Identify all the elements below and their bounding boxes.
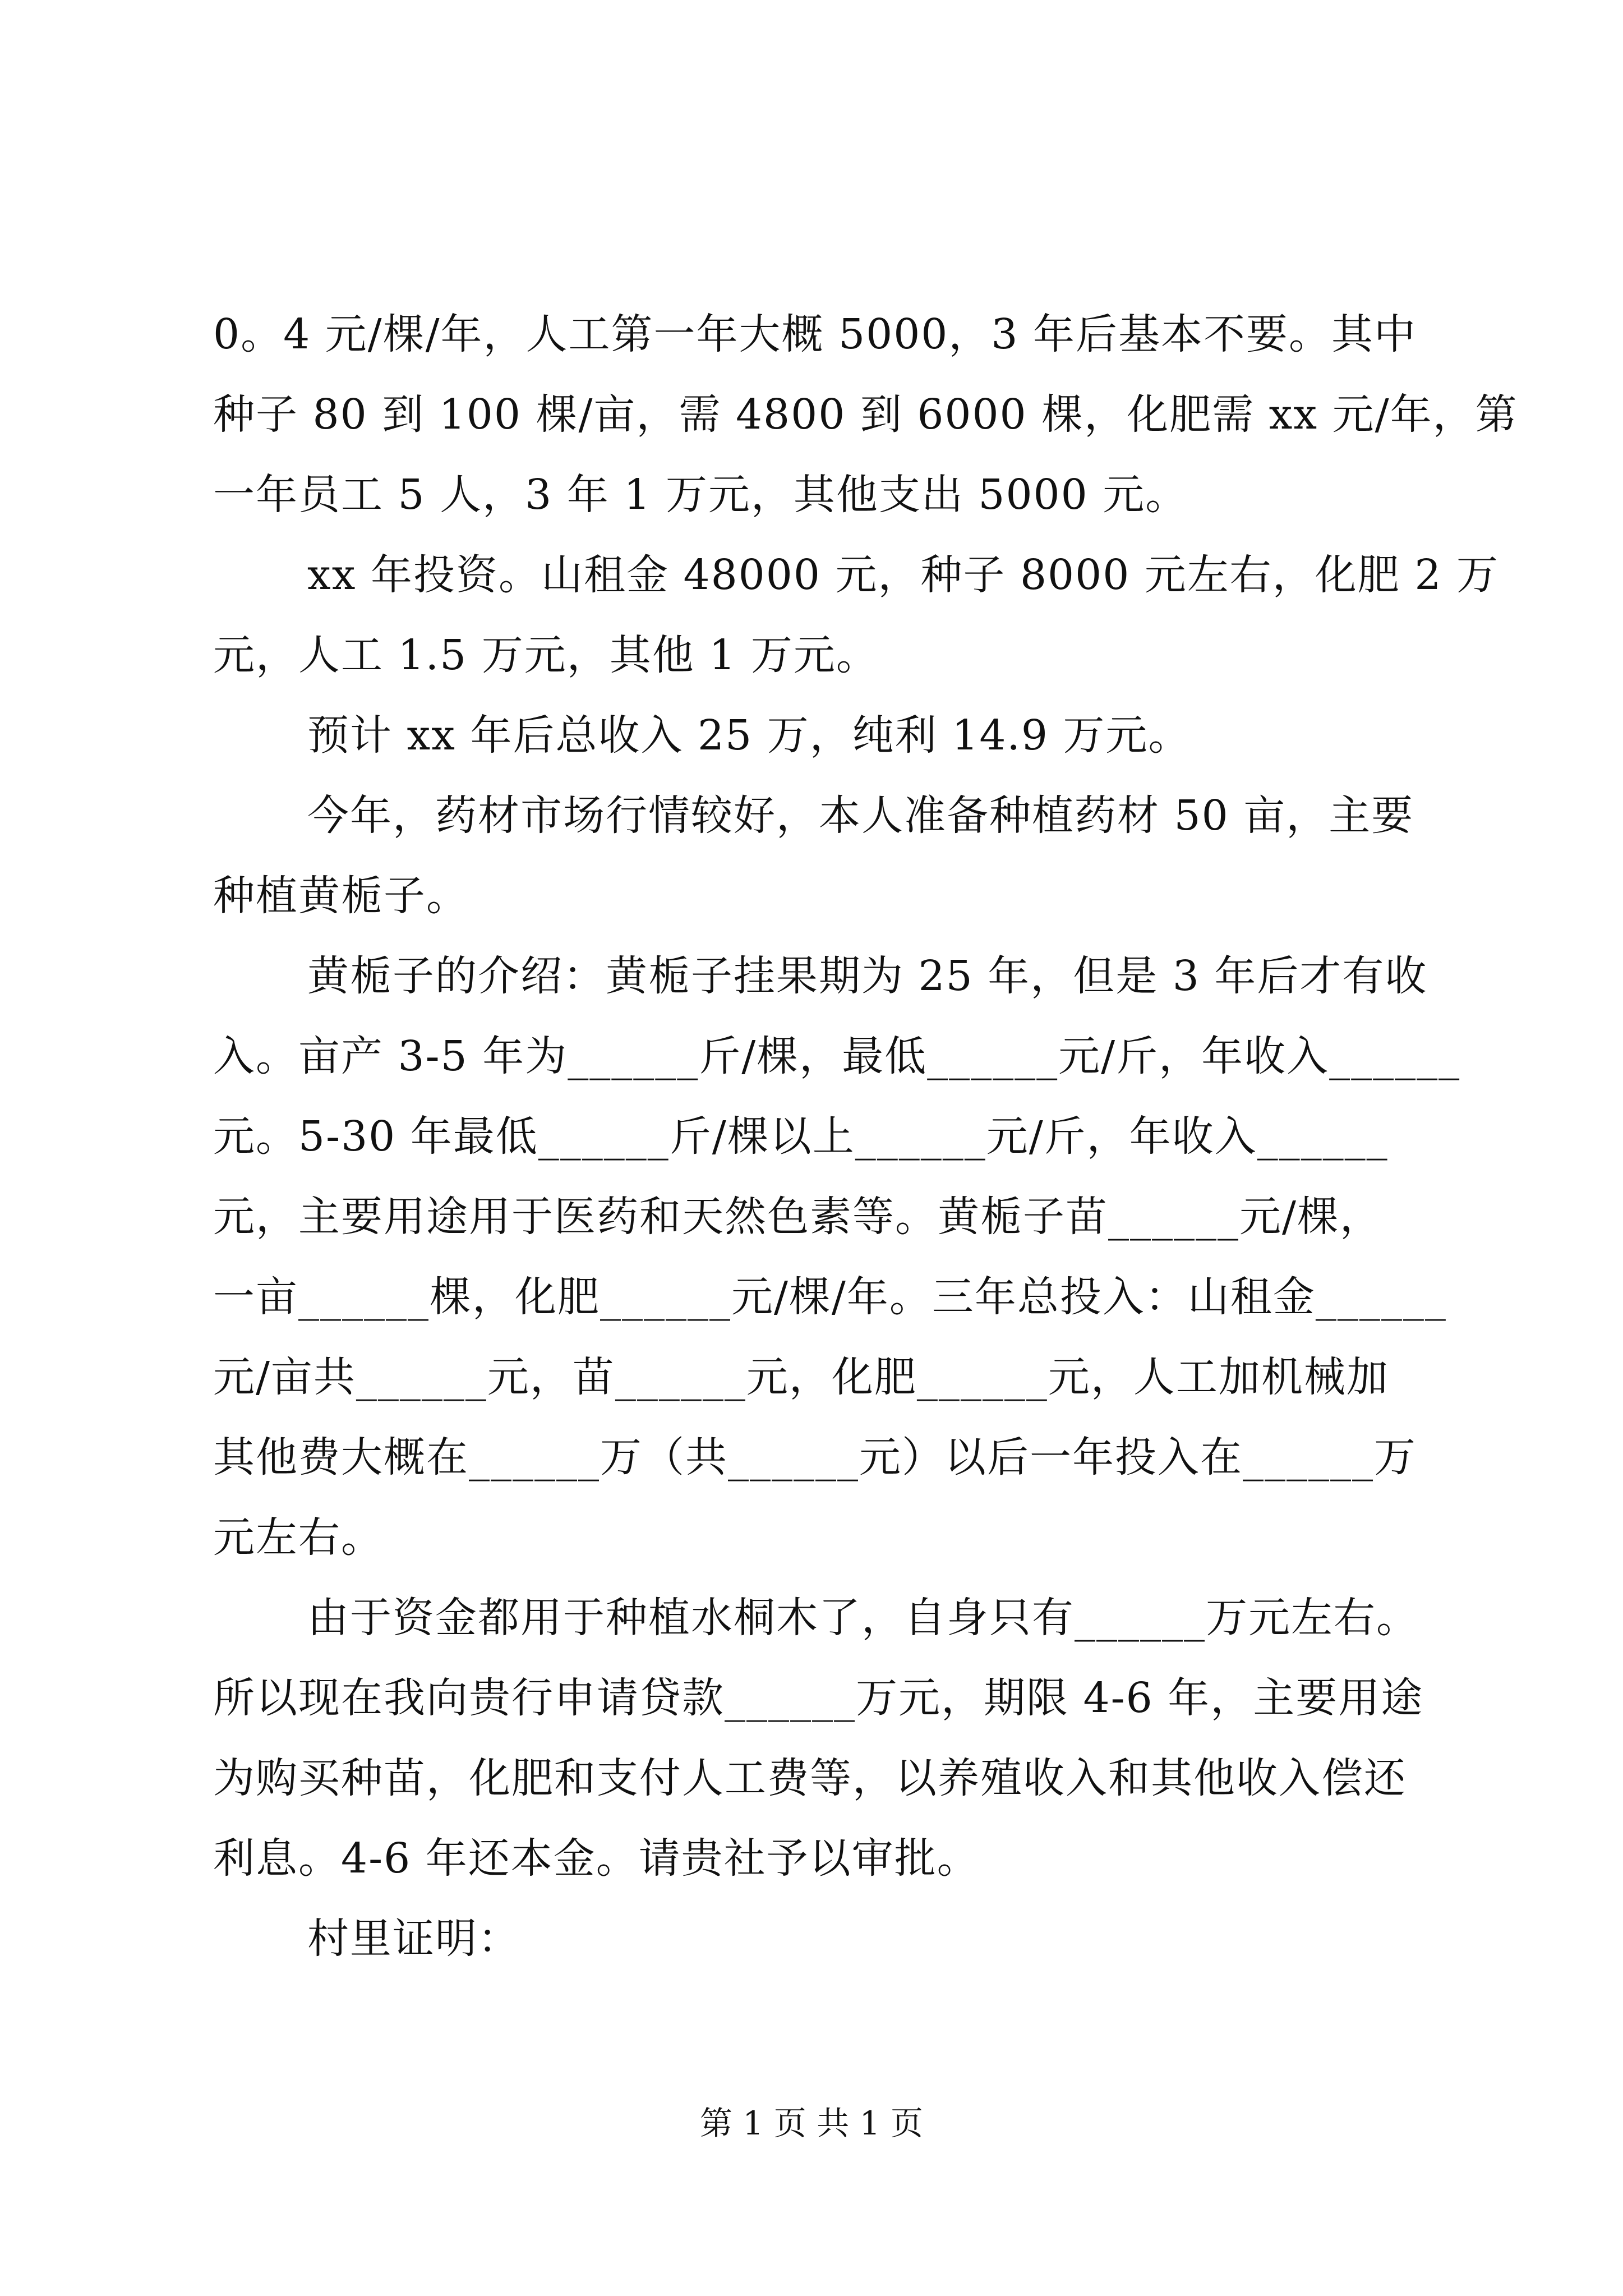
text-line: 元，主要用途用于医药和天然色素等。黄栀子苗______元/棵，	[213, 1193, 1382, 1241]
text-line: 其他费大概在______万（共______元）以后一年投入在______万	[213, 1433, 1417, 1481]
document-body	[213, 295, 1518, 1979]
text-line: 元/亩共______元，苗______元，化肥______元，人工加机械加	[213, 1353, 1389, 1401]
village-certification-label: 村里证明：	[307, 1915, 520, 1963]
paragraph-start-line: 黄栀子的介绍：黄栀子挂果期为 25 年，但是 3 年后才有收	[307, 952, 1428, 1000]
paragraph-start-line: xx 年投资。山租金 48000 元，种子 8000 元左右，化肥 2 万	[307, 551, 1499, 599]
paragraph-start-line: 预计 xx 年后总收入 25 万，纯利 14.9 万元。	[307, 711, 1191, 760]
text-line: 元左右。	[213, 1513, 384, 1562]
text-line: 元，人工 1.5 万元，其他 1 万元。	[213, 631, 879, 679]
paragraph-start-line: 由于资金都用于种植水桐木了，自身只有______万元左右。	[307, 1594, 1419, 1642]
page-number-label: 第 1 页 共 1 页	[700, 2104, 923, 2142]
text-line: 元。5-30 年最低______斤/棵以上______元/斤，年收入______	[213, 1112, 1389, 1161]
text-line: 一年员工 5 人，3 年 1 万元，其他支出 5000 元。	[213, 471, 1188, 519]
text-line: 种子 80 到 100 棵/亩，需 4800 到 6000 棵，化肥需 xx 元/年，第	[213, 390, 1518, 439]
text-line: 0。4 元/棵/年，人工第一年大概 5000，3 年后基本不要。其中	[213, 310, 1417, 358]
page-footer	[0, 2101, 1623, 2146]
text-line: 所以现在我向贵行申请贷款______万元，期限 4-6 年，主要用途	[213, 1674, 1424, 1722]
text-line: 一亩______棵，化肥______元/棵/年。三年总投入：山租金______	[213, 1273, 1447, 1321]
text-line: 种植黄栀子。	[213, 872, 469, 920]
text-line: 入。亩产 3-5 年为______斤/棵，最低______元/斤，年收入______	[213, 1032, 1461, 1080]
text-line: 利息。4-6 年还本金。请贵社予以审批。	[213, 1834, 980, 1883]
paragraph-start-line: 今年，药材市场行情较好，本人准备种植药材 50 亩，主要	[307, 792, 1414, 840]
text-line: 为购买种苗，化肥和支付人工费等，以养殖收入和其他收入偿还	[213, 1754, 1407, 1802]
